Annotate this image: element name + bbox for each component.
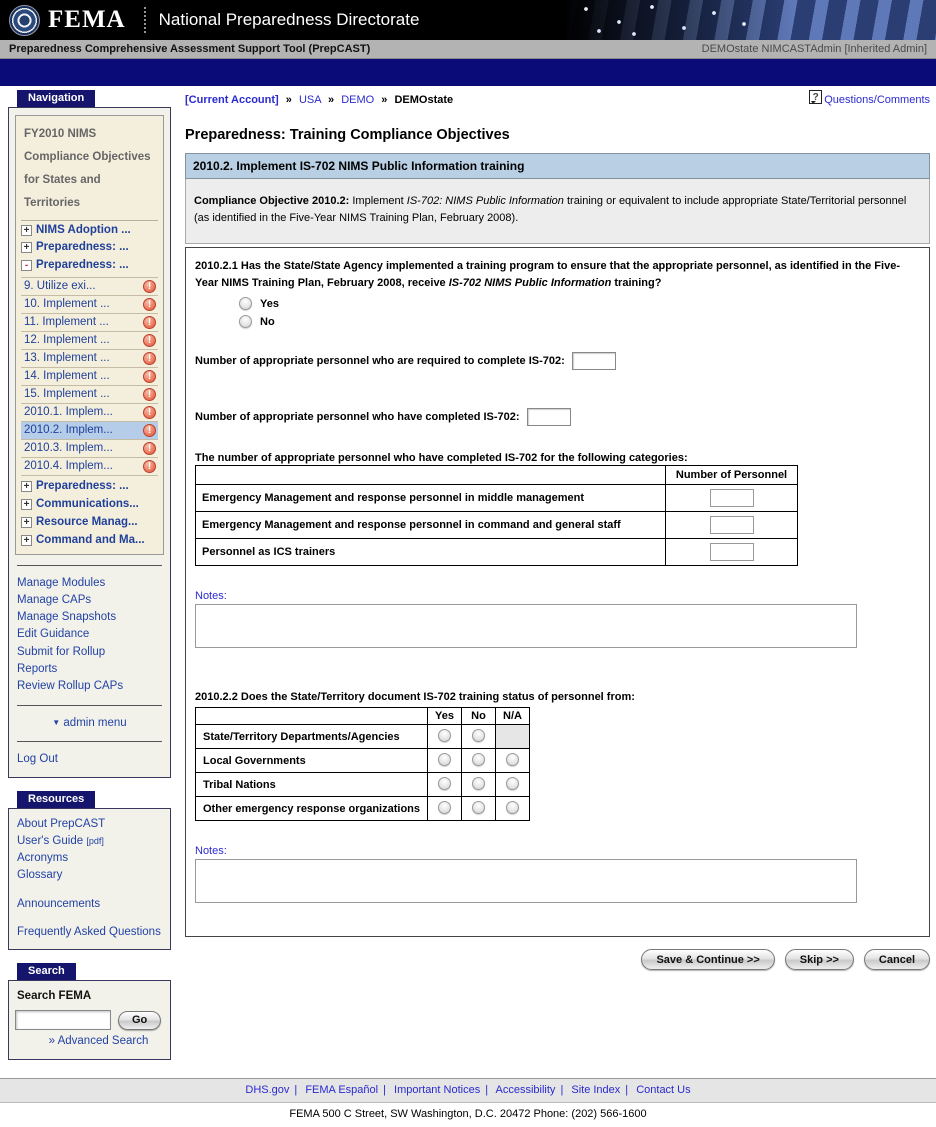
navy-divider-bar bbox=[0, 59, 936, 86]
q2-other-orgs-na-radio[interactable] bbox=[506, 801, 519, 814]
table-row: Emergency Management and response personnel in command and general staff bbox=[196, 512, 798, 539]
q1-no-radio[interactable] bbox=[239, 315, 252, 328]
questions-comments-link[interactable]: ? Questions/Comments bbox=[809, 94, 930, 106]
nav-item-10[interactable] bbox=[21, 295, 158, 313]
resources-section-tab: Resources bbox=[17, 791, 95, 808]
breadcrumb-demo-link[interactable]: DEMO bbox=[341, 94, 375, 106]
sidebar-divider bbox=[17, 565, 162, 566]
objective-label: Compliance Objective 2010.2: bbox=[194, 195, 350, 207]
question-2010-2-1: 2010.2.1 Has the State/State Agency implemented a training program to ensure that the appropriate personnel, as identified in the Five-Year NIMS Training Plan, February 2008, receive IS-702 NIMS Public Information training? bbox=[195, 260, 900, 290]
footer-address: FEMA 500 C Street, SW Washington, D.C. 20472 Phone: (202) 566-1600 bbox=[0, 1103, 936, 1127]
alert-icon: ! bbox=[143, 442, 156, 455]
nav-item-label: 2010.2. Implem... bbox=[24, 424, 113, 437]
header-divider bbox=[144, 7, 146, 33]
nav-item-label: 12. Implement ... bbox=[24, 334, 110, 347]
nav-item-label: 15. Implement ... bbox=[24, 388, 110, 401]
q2-state-depts-na-disabled-cell bbox=[496, 725, 530, 749]
nav-item-14[interactable] bbox=[21, 367, 158, 385]
command-general-staff-count-input[interactable] bbox=[710, 516, 754, 534]
sidebar-link-review-rollup-caps[interactable]: Review Rollup CAPs bbox=[17, 680, 124, 693]
app-title: Preparedness Comprehensive Assessment Support Tool (PrepCAST) bbox=[9, 43, 371, 55]
nav-group-resource-management[interactable] bbox=[21, 514, 158, 532]
sidebar-link-manage-modules[interactable]: Manage Modules bbox=[17, 576, 106, 589]
table-row: Other emergency response organizations bbox=[196, 797, 530, 821]
expand-icon[interactable]: + bbox=[21, 242, 32, 253]
expand-icon[interactable]: + bbox=[21, 499, 32, 510]
nav-group-label: Resource Manag... bbox=[36, 516, 138, 529]
sidebar-link-reports[interactable]: Reports bbox=[17, 662, 58, 675]
nav-item-label: 9. Utilize exi... bbox=[24, 280, 96, 293]
page-title: Preparedness: Training Compliance Objectives bbox=[185, 127, 510, 143]
expand-icon[interactable]: + bbox=[21, 517, 32, 528]
collapse-icon[interactable]: - bbox=[21, 260, 32, 271]
skip-button[interactable]: Skip >> bbox=[785, 949, 854, 970]
flag-image bbox=[564, 0, 936, 40]
resources-link-announcements[interactable]: Announcements bbox=[17, 897, 101, 910]
table-row: Tribal Nations bbox=[196, 773, 530, 797]
footer-links: DHS.gov | FEMA Español | Important Notices | Accessibility | Site Index | Contact Us bbox=[0, 1078, 936, 1103]
navigation-box bbox=[8, 107, 171, 778]
nav-group-label: Preparedness: ... bbox=[36, 241, 129, 254]
question-2010-2-2: 2010.2.2 Does the State/Territory document IS-702 training status of personnel from: bbox=[195, 691, 635, 704]
table-row: Emergency Management and response personnel in middle management bbox=[196, 485, 798, 512]
resources-section bbox=[8, 791, 171, 951]
alert-icon: ! bbox=[143, 352, 156, 365]
breadcrumb-current-account-link[interactable]: [Current Account] bbox=[185, 94, 279, 106]
categories-table-caption: The number of appropriate personnel who have completed IS-702 for the following categories: bbox=[195, 452, 688, 465]
nav-item-label: 2010.4. Implem... bbox=[24, 460, 113, 473]
footer-link-dhs[interactable]: DHS.gov bbox=[245, 1084, 290, 1097]
resources-link-users-guide[interactable]: User's Guide [pdf] bbox=[17, 834, 104, 847]
alert-icon: ! bbox=[143, 424, 156, 437]
sidebar-link-edit-guidance[interactable]: Edit Guidance bbox=[17, 628, 90, 641]
q1-yes-radio[interactable] bbox=[239, 297, 252, 310]
app-title-bar bbox=[0, 40, 936, 59]
resources-link-about[interactable]: About PrepCAST bbox=[17, 817, 106, 830]
footer-link-accessibility[interactable]: Accessibility bbox=[495, 1084, 556, 1097]
main-content bbox=[185, 86, 930, 970]
ics-trainers-count-input[interactable] bbox=[710, 543, 754, 561]
nav-group-label: NIMS Adoption ... bbox=[36, 223, 131, 236]
logout-link[interactable]: Log Out bbox=[17, 753, 58, 766]
nav-group-preparedness-1[interactable] bbox=[21, 239, 158, 257]
q2-col-na: N/A bbox=[496, 708, 530, 725]
nav-groups-bottom bbox=[21, 478, 158, 550]
save-continue-button[interactable]: Save & Continue >> bbox=[641, 949, 774, 970]
q2-col-no: No bbox=[462, 708, 496, 725]
resources-link-glossary[interactable]: Glossary bbox=[17, 869, 63, 882]
q2-local-gov-yes-radio[interactable] bbox=[438, 753, 451, 766]
dhs-seal-icon bbox=[9, 5, 40, 36]
q2-other-orgs-no-radio[interactable] bbox=[472, 801, 485, 814]
notes-label-q2: Notes: bbox=[195, 845, 227, 858]
q2-tribal-nations-no-radio[interactable] bbox=[472, 777, 485, 790]
chevron-down-icon: ▼ bbox=[52, 718, 61, 728]
nav-group-label: Command and Ma... bbox=[36, 534, 145, 547]
directorate-title: National Preparedness Directorate bbox=[158, 10, 420, 29]
nav-item-9[interactable] bbox=[21, 277, 158, 295]
q1-radio-group bbox=[239, 297, 920, 328]
completed-personnel-row: Number of appropriate personnel who have completed IS-702: bbox=[195, 408, 920, 426]
nav-item-13[interactable] bbox=[21, 349, 158, 367]
table-row: Local Governments bbox=[196, 749, 530, 773]
admin-menu-label: admin menu bbox=[63, 717, 127, 730]
fema-logo: FEMA bbox=[48, 6, 126, 33]
nav-item-2010-1[interactable] bbox=[21, 403, 158, 421]
table-row: Personnel as ICS trainers bbox=[196, 539, 798, 566]
search-section-tab: Search bbox=[17, 963, 76, 980]
q1-no-option[interactable]: No bbox=[239, 315, 920, 328]
nav-group-label: Communications... bbox=[36, 498, 139, 511]
table-row: State/Territory Departments/Agencies bbox=[196, 725, 530, 749]
pdf-tag: [pdf] bbox=[86, 835, 104, 846]
alert-icon: ! bbox=[143, 388, 156, 401]
nav-item-label: 11. Implement ... bbox=[24, 316, 109, 329]
sidebar-link-manage-caps[interactable]: Manage CAPs bbox=[17, 593, 92, 606]
nav-group-preparedness-training[interactable] bbox=[21, 257, 158, 275]
categories-col-header: Number of Personnel bbox=[666, 466, 798, 485]
notes-textarea-q1[interactable] bbox=[195, 604, 857, 648]
search-go-button[interactable]: Go bbox=[118, 1011, 161, 1030]
admin-menu-toggle[interactable] bbox=[15, 715, 164, 731]
nav-tree bbox=[15, 115, 164, 555]
nav-group-preparedness-2[interactable] bbox=[21, 478, 158, 496]
advanced-search-link[interactable]: » Advanced Search bbox=[48, 1035, 149, 1048]
alert-icon: ! bbox=[143, 298, 156, 311]
search-input[interactable] bbox=[15, 1010, 111, 1030]
alert-icon: ! bbox=[143, 280, 156, 293]
q2-state-depts-yes-radio[interactable] bbox=[438, 729, 451, 742]
q2-tribal-nations-na-radio[interactable] bbox=[506, 777, 519, 790]
q2-col-yes: Yes bbox=[428, 708, 462, 725]
top-banner bbox=[0, 0, 936, 40]
nav-item-11[interactable] bbox=[21, 313, 158, 331]
required-personnel-input[interactable] bbox=[572, 352, 616, 370]
sidebar-link-submit-rollup[interactable]: Submit for Rollup bbox=[17, 645, 106, 658]
q2-tribal-nations-yes-radio[interactable] bbox=[438, 777, 451, 790]
required-personnel-row: Number of appropriate personnel who are required to complete IS-702: bbox=[195, 352, 920, 370]
nav-item-label: 13. Implement ... bbox=[24, 352, 110, 365]
objective-section-header: 2010.2. Implement IS-702 NIMS Public Information training bbox=[185, 153, 930, 179]
resources-link-faq[interactable]: Frequently Asked Questions bbox=[17, 925, 161, 938]
sidebar-divider bbox=[17, 741, 162, 742]
footer-link-important-notices[interactable]: Important Notices bbox=[394, 1084, 481, 1097]
search-fema-label: Search FEMA bbox=[17, 990, 92, 1003]
nav-item-label: 2010.1. Implem... bbox=[24, 406, 113, 419]
nav-group-nims-adoption[interactable] bbox=[21, 221, 158, 239]
alert-icon: ! bbox=[143, 334, 156, 347]
expand-icon[interactable]: + bbox=[21, 481, 32, 492]
alert-icon: ! bbox=[143, 370, 156, 383]
expand-icon[interactable]: + bbox=[21, 225, 32, 236]
nav-item-2010-3[interactable] bbox=[21, 439, 158, 457]
alert-icon: ! bbox=[143, 406, 156, 419]
nav-item-15[interactable] bbox=[21, 385, 158, 403]
q2-state-depts-no-radio[interactable] bbox=[472, 729, 485, 742]
footer-link-contact-us[interactable]: Contact Us bbox=[636, 1084, 691, 1097]
nav-group-command-management[interactable] bbox=[21, 532, 158, 550]
sidebar bbox=[8, 90, 171, 1060]
breadcrumb-usa-link[interactable]: USA bbox=[298, 94, 321, 106]
q1-yes-option[interactable]: Yes bbox=[239, 297, 920, 310]
q2-local-gov-no-radio[interactable] bbox=[472, 753, 485, 766]
breadcrumb-demostate-current: DEMOstate bbox=[394, 94, 454, 106]
q2-local-gov-na-radio[interactable] bbox=[506, 753, 519, 766]
form-actions bbox=[185, 949, 930, 970]
nav-item-label: 14. Implement ... bbox=[24, 370, 110, 383]
q2-other-orgs-yes-radio[interactable] bbox=[438, 801, 451, 814]
nav-item-12[interactable] bbox=[21, 331, 158, 349]
alert-icon: ! bbox=[143, 316, 156, 329]
footer bbox=[0, 1078, 936, 1127]
notes-textarea-q2[interactable] bbox=[195, 859, 857, 903]
nav-item-label: 2010.3. Implem... bbox=[24, 442, 113, 455]
nav-leaf-list bbox=[21, 277, 158, 476]
nav-group-label: Preparedness: ... bbox=[36, 480, 129, 493]
nav-item-2010-2-current[interactable] bbox=[21, 421, 158, 439]
expand-icon[interactable]: + bbox=[21, 535, 32, 546]
q2-table bbox=[195, 707, 530, 821]
navigation-section-tab: Navigation bbox=[17, 90, 95, 107]
cancel-button[interactable]: Cancel bbox=[864, 949, 930, 970]
footer-link-site-index[interactable]: Site Index bbox=[571, 1084, 621, 1097]
nav-item-label: 10. Implement ... bbox=[24, 298, 110, 311]
breadcrumb: [Current Account] » USA » DEMO » DEMOstate bbox=[185, 94, 454, 106]
middle-management-count-input[interactable] bbox=[710, 489, 754, 507]
alert-icon: ! bbox=[143, 460, 156, 473]
sidebar-link-manage-snapshots[interactable]: Manage Snapshots bbox=[17, 611, 117, 624]
sidebar-divider bbox=[17, 705, 162, 706]
resources-link-acronyms[interactable]: Acronyms bbox=[17, 852, 69, 865]
nav-group-communications[interactable] bbox=[21, 496, 158, 514]
notes-label-q1: Notes: bbox=[195, 590, 227, 603]
compliance-objective-box: Compliance Objective 2010.2: Implement IS-702: NIMS Public Information training or equivalent to include appropriate State/Territorial personnel (as identified in the Five-Year NIMS Training Plan, February 2008). bbox=[185, 179, 930, 244]
completed-personnel-input[interactable] bbox=[527, 408, 571, 426]
categories-table bbox=[195, 465, 798, 566]
nav-group-label: Preparedness: ... bbox=[36, 259, 129, 272]
user-session-info: DEMOstate NIMCASTAdmin [Inherited Admin] bbox=[701, 43, 927, 55]
question-form bbox=[185, 247, 930, 937]
nav-tree-title: FY2010 NIMS Compliance Objectives for States and Territories bbox=[21, 121, 158, 221]
footer-link-espanol[interactable]: FEMA Español bbox=[305, 1084, 379, 1097]
help-icon: ? bbox=[809, 90, 822, 104]
nav-item-2010-4[interactable] bbox=[21, 457, 158, 476]
search-section bbox=[8, 963, 171, 1060]
